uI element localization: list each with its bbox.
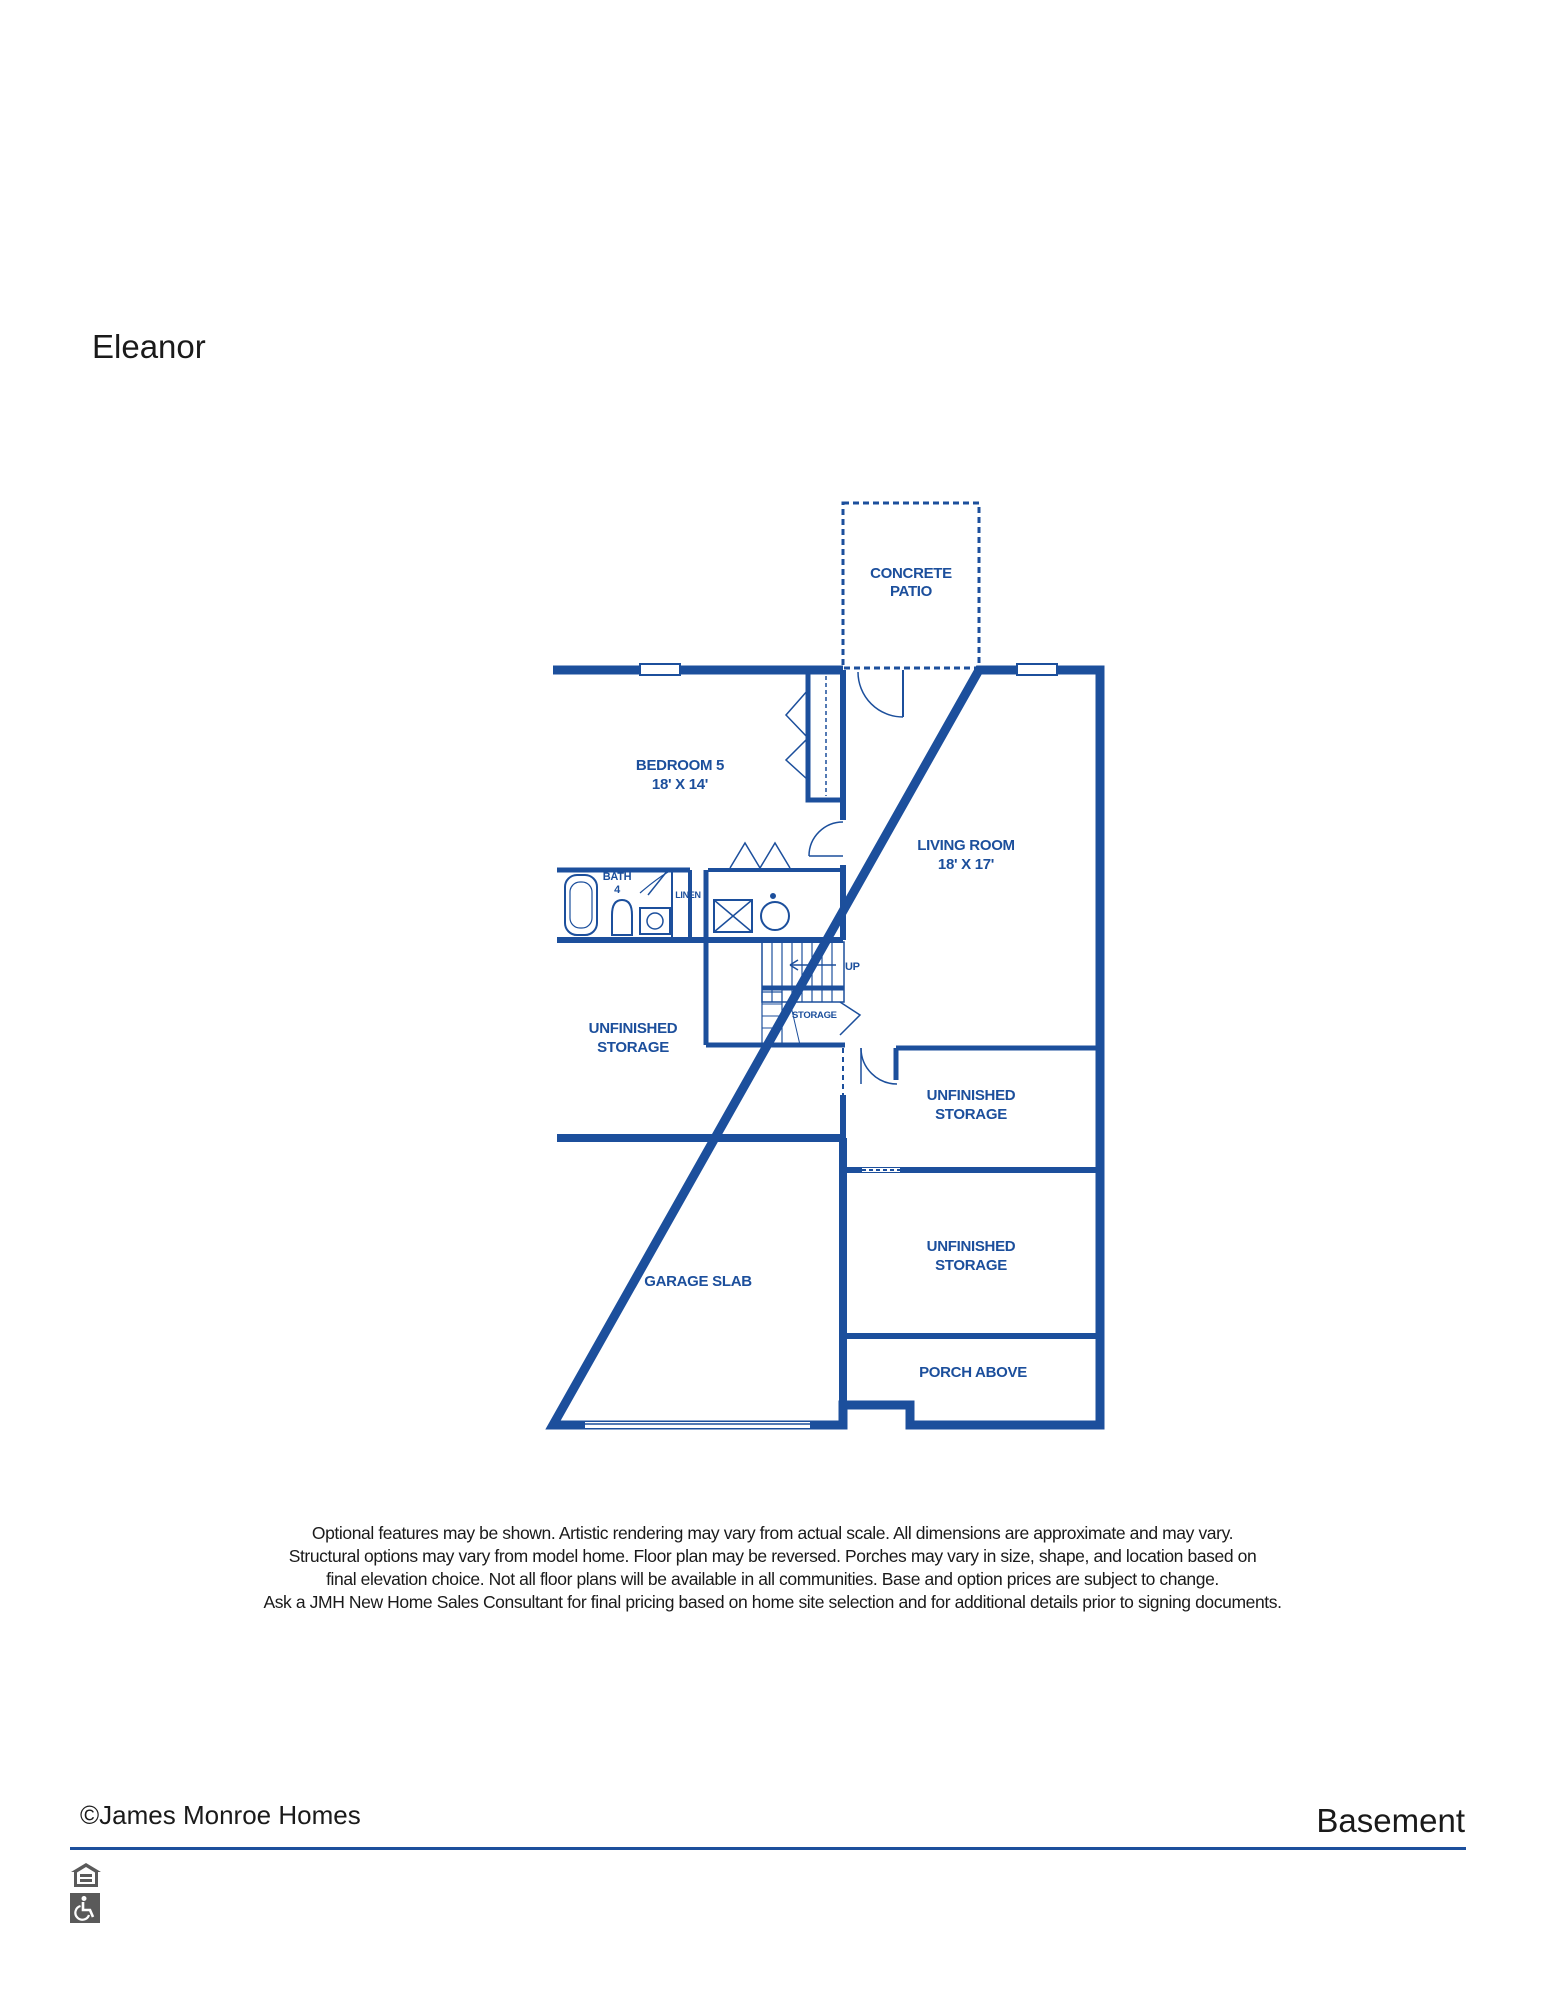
footer-divider (70, 1847, 1466, 1850)
disclaimer-line: Ask a JMH New Home Sales Consultant for final pricing based on home site selection and for additional details prior to signing documents. (263, 1592, 1282, 1612)
floor-level-label: Basement (1316, 1802, 1465, 1839)
right-upper-storage-label-line1: UNFINISHED (926, 1087, 1016, 1104)
window-bedroom (640, 664, 680, 675)
bath-label: BATH (602, 871, 632, 883)
disclaimer-line: Optional features may be shown. Artistic rendering may vary from actual scale. All dimensions are approximate and may vary. (311, 1523, 1234, 1543)
living-room-size: 18' X 17' (937, 856, 995, 873)
left-storage-label-line1: UNFINISHED (588, 1020, 678, 1037)
linen-label: LINEN (675, 890, 701, 900)
disclaimer-line: Structural options may vary from model home. Floor plan may be reversed. Porches may vary in size, shape, and location based on (288, 1546, 1257, 1566)
bedroom-size: 18' X 14' (651, 776, 709, 793)
bath-number: 4 (614, 884, 620, 896)
wheelchair-icon (70, 1893, 100, 1923)
copyright: ©James Monroe Homes (80, 1800, 361, 1830)
right-lower-storage-label-line2: STORAGE (935, 1257, 1007, 1274)
right-lower-storage-label-line1: UNFINISHED (926, 1238, 1016, 1255)
patio-label-line2: PATIO (889, 583, 933, 600)
right-upper-storage-label-line2: STORAGE (935, 1106, 1007, 1123)
living-room-label: LIVING ROOM (917, 837, 1015, 854)
disclaimer-line: final elevation choice. Not all floor plans will be available in all communities. Base and option prices are subject to change. (326, 1569, 1219, 1589)
window-living (1017, 664, 1057, 675)
garage-slab-label: GARAGE SLAB (644, 1273, 752, 1290)
stairs-up-label: UP (845, 961, 860, 973)
equal-housing-icon (70, 1862, 102, 1888)
porch-above-label: PORCH ABOVE (919, 1364, 1027, 1381)
stair-storage-label: STORAGE (792, 1010, 837, 1021)
bedroom-label: BEDROOM 5 (635, 757, 725, 774)
disclaimer (150, 1522, 1395, 1614)
plan-name: Eleanor (92, 328, 206, 365)
patio-label-line1: CONCRETE (870, 565, 952, 582)
left-storage-label-line2: STORAGE (597, 1039, 669, 1056)
